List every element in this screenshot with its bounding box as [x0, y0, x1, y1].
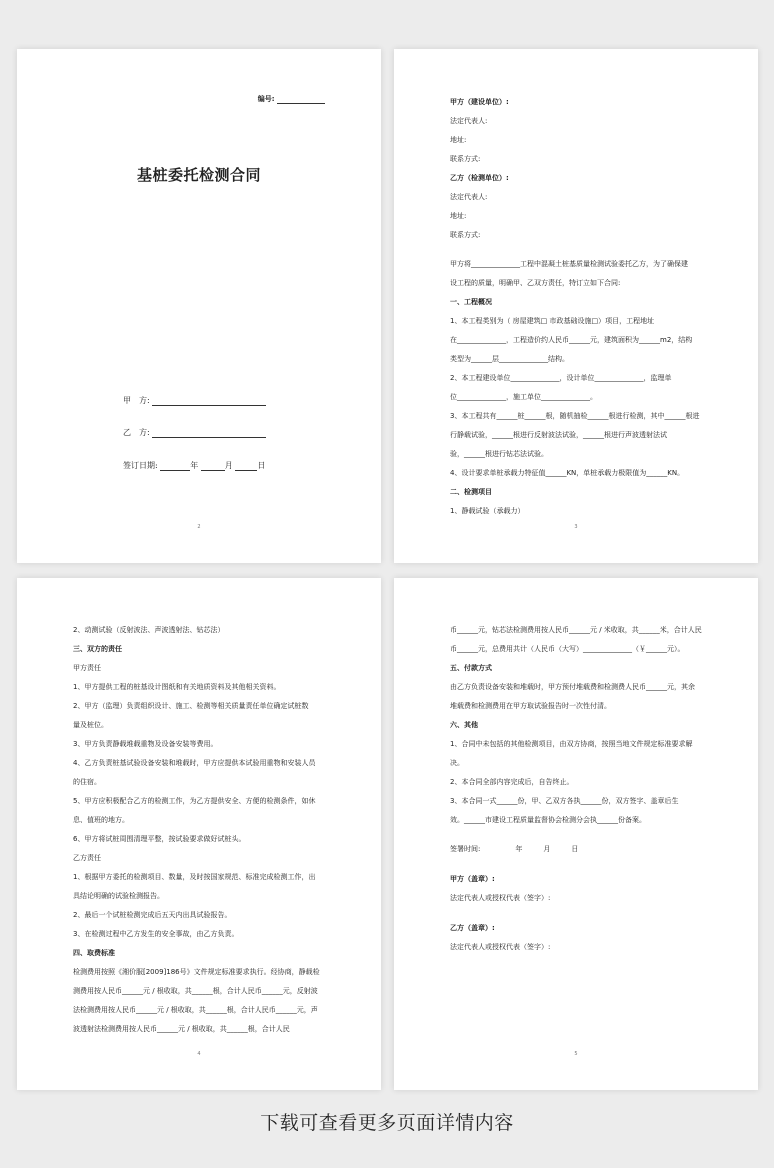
text-line: 3、甲方负责静载堆载重物及设备安装等费用。: [73, 740, 218, 748]
text-line: 设工程的质量，明确甲、乙双方责任，特订立如下合同:: [450, 279, 621, 287]
party-a-field: [123, 395, 266, 406]
text-line: 2、甲方（监理）负责组织设计、施工、检测等相关质量责任单位确定试桩数: [73, 702, 309, 710]
text-line: 法定代表人或授权代表（签字）:: [450, 943, 551, 951]
text-line: 联系方式:: [450, 231, 481, 239]
text-line: 3、本合同一式______份，甲、乙双方各执______份，双方签字、盖章后生: [450, 797, 679, 805]
text-line: 四、取费标准: [73, 949, 115, 957]
text-line: 1、静载试验（承载力）: [450, 507, 525, 515]
text-line: 六、其他: [450, 721, 478, 729]
page-number: 3: [574, 524, 578, 530]
text-line: 地址:: [450, 136, 467, 144]
text-line: 的住宿。: [73, 778, 101, 786]
party-b-label: 乙 方:: [123, 428, 150, 437]
contract-page-3: [394, 49, 758, 563]
text-line: 由乙方负责设备安装和堆载时，甲方预付堆载费和检测费人民币______元，其余: [450, 683, 695, 691]
text-line: 决。: [450, 759, 464, 767]
month-label: 月: [224, 461, 233, 470]
serial-blank: [277, 95, 325, 104]
contract-page-4: [17, 578, 381, 1090]
party-b-field: [123, 427, 266, 438]
text-line: 3、在检测过程中乙方发生的安全事故，由乙方负责。: [73, 930, 239, 938]
page-number: 4: [197, 1051, 201, 1057]
text-line: 波透射法检测费用按人民币______元 / 根收取，共______根，合计人民: [73, 1025, 290, 1033]
text-line: 二、检测项目: [450, 488, 492, 496]
text-line: 具结论明确的试验检测报告。: [73, 892, 164, 900]
day-label: 日: [257, 461, 266, 470]
text-line: 1、本工程类别为（ 房屋建筑□ 市政基础设施□）项目，工程地址: [450, 317, 655, 325]
text-line: 4、设计要求单桩承载力特征值______KN，单桩承载力极限值为______KN。: [450, 469, 685, 477]
party-a-blank: [152, 396, 266, 406]
text-line: 堆载费和检测费用在甲方取试验报告时一次性付清。: [450, 702, 611, 710]
contract-page-2: [17, 49, 381, 563]
text-line: 息、值班的地方。: [73, 816, 129, 824]
day-blank: [235, 461, 257, 471]
text-line: 类型为______层______________结构。: [450, 355, 569, 363]
text-line: 2、本工程建设单位______________，设计单位______________，监理单: [450, 374, 672, 382]
text-line: 1、合同中未包括的其他检测项目，由双方协商，按照当地文件规定标准要求解: [450, 740, 693, 748]
text-line: 币______元，钻芯法检测费用按人民币______元 / 米收取，共______米，合计人民: [450, 626, 702, 634]
text-line: 甲方将______________工程中混凝土桩基质量检测试验委托乙方，为了确保建: [450, 260, 688, 268]
text-line: 法定代表人:: [450, 117, 488, 125]
text-line: 1、根据甲方委托的检测项目、数量，及时按国家规范、标准完成检测工作，出: [73, 873, 316, 881]
text-line: 甲方（建设单位）:: [450, 98, 509, 106]
party-b-blank: [152, 428, 266, 438]
text-line: 1、甲方提供工程的桩基设计图纸和有关地质资料及其他相关资料。: [73, 683, 281, 691]
text-line: 6、甲方将试桩周围清理平整，按试验要求做好试桩头。: [73, 835, 246, 843]
text-line: 乙方（盖章）:: [450, 924, 495, 932]
text-line: 检测费用按照《湘价服[2009]186号》文件规定标准要求执行。经协商，静载检: [73, 968, 320, 976]
text-line: 5、甲方应积极配合乙方的检测工作，为乙方提供安全、方便的检测条件，如休: [73, 797, 316, 805]
text-line: 甲方（盖章）:: [450, 875, 495, 883]
download-more-banner: 下载可查看更多页面详情内容: [260, 1112, 514, 1134]
contract-page-5: [394, 578, 758, 1090]
text-line: 位______________，施工单位______________。: [450, 393, 597, 401]
party-a-label: 甲 方:: [123, 396, 150, 405]
text-line: 乙方责任: [73, 854, 101, 862]
text-line: 联系方式:: [450, 155, 481, 163]
page-number: 2: [197, 524, 201, 530]
text-line: 法定代表人或授权代表（签字）:: [450, 894, 551, 902]
text-line: 地址:: [450, 212, 467, 220]
text-line: 一、工程概况: [450, 298, 492, 306]
sign-date-field: [123, 460, 265, 471]
text-line: 测费用按人民币______元 / 根收取，共______根，合计人民币______元，反射波: [73, 987, 318, 995]
text-line: 甲方责任: [73, 664, 101, 672]
text-line: 验，______根进行钻芯法试验。: [450, 450, 548, 458]
text-line: 行静载试验，______根进行反射波法试验，______根进行声波透射法试: [450, 431, 667, 439]
text-line: 2、本合同全部内容完成后，自告终止。: [450, 778, 574, 786]
text-line: 2、动测试验（反射波法、声波透射法、钻芯法）: [73, 626, 225, 634]
text-line: 法检测费用按人民币______元 / 根收取，共______根，合计人民币______元，声: [73, 1006, 318, 1014]
text-line: 五、付款方式: [450, 664, 492, 672]
sign-date-label: 签订日期:: [123, 461, 158, 470]
text-line: 三、双方的责任: [73, 645, 122, 653]
text-line: 2、最后一个试桩检测完成后五天内出具试验报告。: [73, 911, 232, 919]
year-blank: [160, 461, 190, 471]
contract-title: 基桩委托检测合同: [136, 166, 261, 184]
month-blank: [201, 461, 225, 471]
serial-label: 编号:: [257, 95, 275, 103]
text-line: 3、本工程共有______桩______根，随机抽检______根进行检测，其中______根进: [450, 412, 700, 420]
text-line: 乙方（检测单位）:: [450, 174, 509, 182]
text-line: 在______________，工程造价约人民币______元，建筑面积为______m2，结构: [450, 336, 693, 344]
text-line: 法定代表人:: [450, 193, 488, 201]
sign-time-line: 签署时间: 年 月 日: [450, 845, 579, 853]
text-line: 币______元，总费用共计（人民币（大写）______________（￥______元）。: [450, 645, 685, 653]
text-line: 效。______市建设工程质量监督协会检测分会执______份备案。: [450, 816, 646, 824]
text-line: 量及桩位。: [73, 721, 108, 729]
page-number: 5: [574, 1051, 578, 1057]
serial-number: [258, 94, 325, 104]
text-line: 4、乙方负责桩基试验设备安装和堆载时，甲方应提供本试验用重物和安装人员: [73, 759, 316, 767]
year-label: 年: [190, 461, 199, 470]
